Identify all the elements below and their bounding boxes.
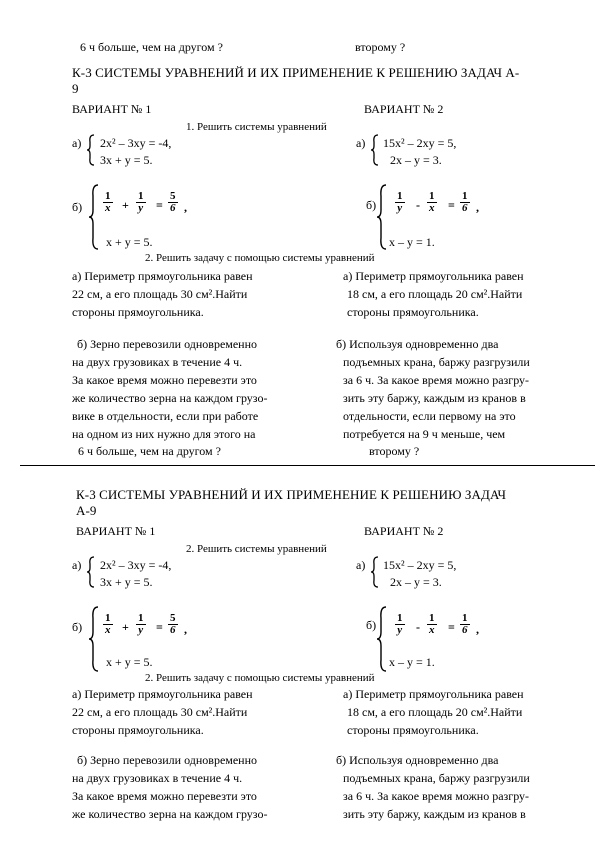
section-title: К-3 СИСТЕМЫ УРАВНЕНИЙ И ИХ ПРИМЕНЕНИЕ К РЕШЕНИЮ ЗАДАЧ xyxy=(76,487,507,502)
v1b-label: б) xyxy=(72,620,83,634)
problem-line: же количество зерна на каждом грузо- xyxy=(72,391,268,405)
minus-operator: - xyxy=(416,620,420,634)
problem-line: 6 ч больше, чем на другом ? xyxy=(78,444,221,458)
variant-2-heading: ВАРИАНТ № 2 xyxy=(364,524,444,538)
task-1-heading: 2. Решить системы уравнений xyxy=(186,543,327,555)
problem-line: а) Периметр прямоугольника равен xyxy=(72,687,253,701)
task-1-heading: 1. Решить системы уравнений xyxy=(186,121,327,133)
v1b-label: б) xyxy=(72,200,83,214)
equals-operator: = xyxy=(448,620,455,634)
problem-line: потребуется на 9 ч меньше, чем xyxy=(343,427,506,441)
section-2 xyxy=(0,488,595,842)
problem-line: за 6 ч. За какое время можно разгру- xyxy=(343,373,530,387)
brace-icon xyxy=(88,184,100,250)
task-2-heading: 2. Решить задачу с помощью системы уравнений xyxy=(145,252,375,264)
problem-line: отдельности, если первому на это xyxy=(343,409,516,423)
problem-line: 18 см, а его площадь 20 см².Найти xyxy=(347,287,523,301)
problem-line: подъемных крана, баржу разгрузили xyxy=(343,771,530,785)
problem-line: б) Зерно перевозили одновременно xyxy=(77,753,258,767)
brace-icon xyxy=(370,134,380,166)
problem-line: вике в отдельности, если при работе xyxy=(72,409,259,423)
brace-icon xyxy=(86,556,96,588)
problem-line: на двух грузовиках в течение 4 ч. xyxy=(72,771,243,785)
v1a-eq1: 2x² – 3xy = -4, xyxy=(100,558,172,572)
problem-line: 18 см, а его площадь 20 см².Найти xyxy=(347,705,523,719)
v2b-eq2: x – y = 1. xyxy=(389,235,435,249)
problem-line: за 6 ч. За какое время можно разгру- xyxy=(343,789,530,803)
variant-2-heading: ВАРИАНТ № 2 xyxy=(364,102,444,116)
variant-1-heading: ВАРИАНТ № 1 xyxy=(72,102,152,116)
problem-line: стороны прямоугольника. xyxy=(72,723,204,737)
problem-line: б) Используя одновременно два xyxy=(336,753,499,767)
v2b-label: б) xyxy=(366,618,377,632)
variant-1-heading: ВАРИАНТ № 1 xyxy=(76,524,156,538)
v1a-label: а) xyxy=(72,558,82,572)
v1a-eq2: 3x + y = 5. xyxy=(100,575,153,589)
fraction-1-over-6: $\frac{1}{6}$ xyxy=(462,190,468,214)
section-title: К-3 СИСТЕМЫ УРАВНЕНИЙ И ИХ ПРИМЕНЕНИЕ К РЕШЕНИЮ ЗАДАЧ А- xyxy=(72,65,520,80)
minus-operator: - xyxy=(416,198,420,212)
comma: , xyxy=(184,622,187,636)
problem-line: стороны прямоугольника. xyxy=(347,305,479,319)
v1b-eq2: x + y = 5. xyxy=(106,655,153,669)
comma: , xyxy=(476,200,479,214)
fraction-5-over-6: $\frac{5}{6}$ xyxy=(170,612,176,636)
problem-line: стороны прямоугольника. xyxy=(72,305,204,319)
problem-line: подъемных крана, баржу разгрузили xyxy=(343,355,530,369)
top-fragment-right: второму ? xyxy=(355,40,406,54)
v2a-eq1: 15x² – 2xy = 5, xyxy=(383,558,457,572)
section-1 xyxy=(0,66,595,466)
fraction-1-over-6: $\frac{1}{6}$ xyxy=(462,612,468,636)
fraction-1-over-x: $\frac{1}{x}$ xyxy=(429,612,435,636)
problem-line: а) Периметр прямоугольника равен xyxy=(343,687,524,701)
fraction-5-over-6: $\frac{5}{6}$ xyxy=(170,190,176,214)
v1a-label: а) xyxy=(72,136,82,150)
fraction-1-over-y: $\frac{1}{y}$ xyxy=(397,612,403,636)
v2b-label: б) xyxy=(366,198,377,212)
problem-line: зить эту баржу, каждым из кранов в xyxy=(343,807,526,821)
problem-line: а) Периметр прямоугольника равен xyxy=(72,269,253,283)
plus-operator: + xyxy=(122,620,129,634)
top-fragment-left: 6 ч больше, чем на другом ? xyxy=(80,40,223,54)
v1a-eq2: 3x + y = 5. xyxy=(100,153,153,167)
problem-line: б) Зерно перевозили одновременно xyxy=(77,337,258,351)
v2a-label: а) xyxy=(356,136,366,150)
fraction-1-over-x: $\frac{1}{x}$ xyxy=(105,190,111,214)
v2a-label: а) xyxy=(356,558,366,572)
fraction-1-over-y: $\frac{1}{y}$ xyxy=(138,190,144,214)
problem-line: б) Используя одновременно два xyxy=(336,337,499,351)
section-title-cont: А-9 xyxy=(76,503,97,518)
brace-icon xyxy=(88,606,100,672)
fraction-1-over-y: $\frac{1}{y}$ xyxy=(397,190,403,214)
equals-operator: = xyxy=(156,620,163,634)
problem-line: на одном из них нужно для этого на xyxy=(72,427,256,441)
task-2-heading: 2. Решить задачу с помощью системы уравнений xyxy=(145,672,375,684)
v1a-eq1: 2x² – 3xy = -4, xyxy=(100,136,172,150)
problem-line: же количество зерна на каждом грузо- xyxy=(72,807,268,821)
plus-operator: + xyxy=(122,198,129,212)
problem-line: на двух грузовиках в течение 4 ч. xyxy=(72,355,243,369)
equals-operator: = xyxy=(448,198,455,212)
v2a-eq2: 2x – y = 3. xyxy=(390,153,442,167)
fraction-1-over-x: $\frac{1}{x}$ xyxy=(105,612,111,636)
brace-icon xyxy=(370,556,380,588)
brace-icon xyxy=(86,134,96,166)
brace-icon xyxy=(376,184,388,250)
problem-line: а) Периметр прямоугольника равен xyxy=(343,269,524,283)
v2b-eq2: x – y = 1. xyxy=(389,655,435,669)
v2a-eq2: 2x – y = 3. xyxy=(390,575,442,589)
fraction-1-over-y: $\frac{1}{y}$ xyxy=(138,612,144,636)
brace-icon xyxy=(376,606,388,672)
equals-operator: = xyxy=(156,198,163,212)
problem-line: 22 см, а его площадь 30 см².Найти xyxy=(72,287,248,301)
fraction-1-over-x: $\frac{1}{x}$ xyxy=(429,190,435,214)
section-title-cont: 9 xyxy=(72,81,79,96)
v2a-eq1: 15x² – 2xy = 5, xyxy=(383,136,457,150)
v1b-eq2: x + y = 5. xyxy=(106,235,153,249)
comma: , xyxy=(476,622,479,636)
problem-line: зить эту баржу, каждым из кранов в xyxy=(343,391,526,405)
problem-line: 22 см, а его площадь 30 см².Найти xyxy=(72,705,248,719)
problem-line: За какое время можно перевезти это xyxy=(72,373,257,387)
problem-line: второму ? xyxy=(369,444,420,458)
problem-line: За какое время можно перевезти это xyxy=(72,789,257,803)
problem-line: стороны прямоугольника. xyxy=(347,723,479,737)
comma: , xyxy=(184,200,187,214)
